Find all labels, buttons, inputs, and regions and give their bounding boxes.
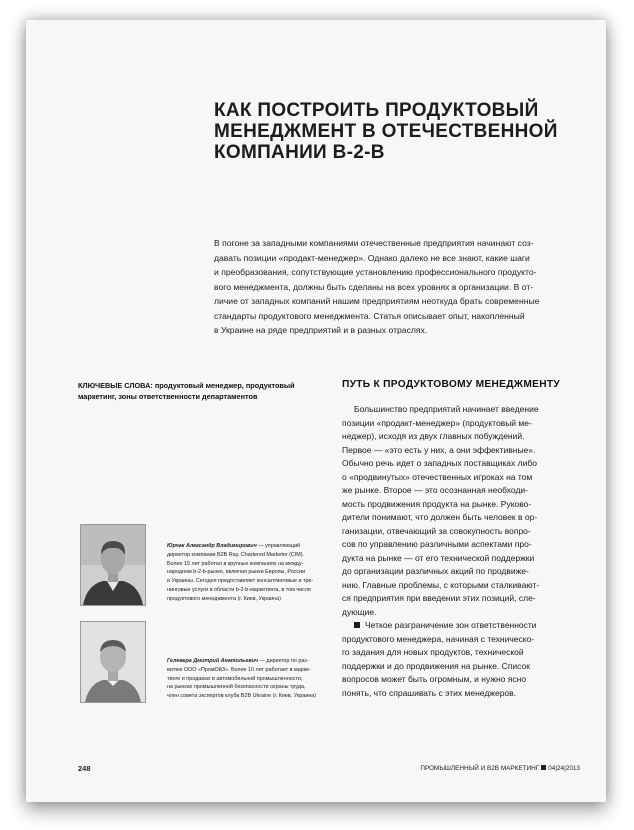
author2-bio-line: — директор по раз- xyxy=(258,658,309,664)
magazine-page xyxy=(26,20,606,802)
body-text xyxy=(342,403,604,700)
body-line: же рынке. Второе — это осознанная необходи- xyxy=(342,485,528,495)
keywords xyxy=(78,381,348,402)
title-line: КОМПАНИИ B-2-B xyxy=(214,142,385,163)
author2-bio-line: тинге и продажах в автомобильной промышленности, xyxy=(167,675,303,682)
author1-photo xyxy=(80,524,146,606)
body-line: дители понимают, что должен быть человек в ор- xyxy=(342,512,538,522)
bullet-line: понять, что спрашивать с этих менеджеров. xyxy=(342,687,517,698)
journal-name: ПРОМЫШЛЕННЫЙ И B2B МАРКЕТИНГ xyxy=(420,765,540,772)
body-line: неджер), исходя из двух главных побуждений. xyxy=(342,431,525,441)
bullet-line: поддержки и до продвижения на рынке. Список xyxy=(342,660,530,671)
body-line: мость продвижения продукта на рынке. Руково- xyxy=(342,498,532,509)
article-lead xyxy=(214,236,594,338)
lead-line: личие от западных компаний нашим предприятиям неоткуда брать современные xyxy=(214,296,540,306)
bullet-square-icon xyxy=(354,622,360,628)
body-line: дующие. xyxy=(342,606,377,617)
section-heading: ПУТЬ К ПРОДУКТОВОМУ МЕНЕДЖМЕНТУ xyxy=(342,379,561,390)
body-line: Первое — «это есть у них, а они эффективные». xyxy=(342,444,536,455)
title-line: КАК ПОСТРОИТЬ ПРОДУКТОВЫЙ xyxy=(214,100,539,121)
lead-line: вого менеджмента, должны быть сделаны на всех уровнях в организации. В от- xyxy=(214,281,534,292)
author1-bio-line: и Украины. Сегодня предоставляет консалтинговые и тре- xyxy=(167,578,314,585)
author2-bio-line: на рынках промышленной безопасности охраны труда, xyxy=(167,684,306,691)
body-line: сов по управлению различными аспектами про- xyxy=(342,539,532,549)
author2-bio-line: витию ООО «ПромОйЗ». Более 10 лет работает в марке- xyxy=(167,666,311,673)
body-line: ся предприятия при введении этих позиций, сле- xyxy=(342,593,536,603)
body-line: позиции «продакт-менеджер» (продуктовый ме- xyxy=(342,417,532,428)
page-number: 248 xyxy=(78,764,91,773)
body-line: Большинство предприятий начинает введение xyxy=(354,404,539,414)
body-line: нию. Главные проблемы, с которыми сталкивают- xyxy=(342,579,540,590)
author1-bio-line: директор компании B2B Ray, Chartered Marketer (CIM). xyxy=(167,551,305,558)
issue-number: 04|24|2013 xyxy=(548,765,580,772)
body-line: дукта на рынке — от его технической поддержки xyxy=(342,552,535,563)
keywords-line: маркетинг, зоны ответственности департаментов xyxy=(78,391,258,401)
bullet-line: вопросов может быть огромным, и нужно ясно xyxy=(342,674,527,684)
lead-line: и преобразования, сопутствующие установлению профессионального продукто- xyxy=(214,267,537,277)
journal-footer xyxy=(420,765,580,772)
author1-bio-line: продуктового менеджмента (г. Киев, Украина) xyxy=(167,595,281,602)
body-line: о «продвинутых» отечественных игроках на том xyxy=(342,471,533,482)
bullet-line: Четкое разграничение зон ответственности xyxy=(365,620,537,630)
lead-line: давать позиции «продакт-менеджер». Однако далеко не все знают, какие шаги xyxy=(214,252,530,263)
bullet-line: продуктового менеджера, начиная с техническо- xyxy=(342,633,535,644)
article-title xyxy=(214,100,558,163)
body-line: ганизации, отвечающий за совокупность вопро- xyxy=(342,525,531,536)
author1-bio-line: Более 15 лет работал в крупных компаниях на между- xyxy=(167,560,304,567)
author2-bio-line: член совета экспертов клуба B2B Ukraine (г. Киев, Украина) xyxy=(167,693,317,700)
lead-line: стандарты продуктового менеджмента. Статья описывает опыт, накопленный xyxy=(214,310,525,321)
body-line: до организации различных акций по продвиже- xyxy=(342,566,529,576)
keywords-line: КЛЮЧЕВЫЕ СЛОВА: продуктовый менеджер, продуктовый xyxy=(78,381,295,390)
bullet-line: го задания для новых продуктов, технической xyxy=(342,647,524,657)
bullet-item xyxy=(342,619,604,633)
author1-bio-line: народном b-2-b-рынке, включая рынки Европы, России xyxy=(167,569,306,576)
author1-bio xyxy=(167,542,342,604)
body-line: Обычно речь идет о западных поставщиках либо xyxy=(342,458,537,468)
lead-line: В погоне за западными компаниями отечественные предприятия начинают соз- xyxy=(214,238,534,248)
title-line: МЕНЕДЖМЕНТ В ОТЕЧЕСТВЕННОЙ xyxy=(214,121,558,142)
author2-bio xyxy=(167,657,342,701)
author1-bio-line: — управляющий xyxy=(256,543,301,549)
author1-bio-line: нинговые услуги в области b-2-b-маркетинга, в том числе xyxy=(167,586,311,593)
separator-square-icon xyxy=(541,765,546,770)
author2-photo xyxy=(80,621,146,703)
author1-name: Юрчак Александр Владимирович xyxy=(167,543,257,549)
lead-line: в Украине на ряде предприятий и в разных отраслях. xyxy=(214,325,428,335)
author2-name: Гелевера Дмитрий Анатольевич xyxy=(167,658,259,664)
